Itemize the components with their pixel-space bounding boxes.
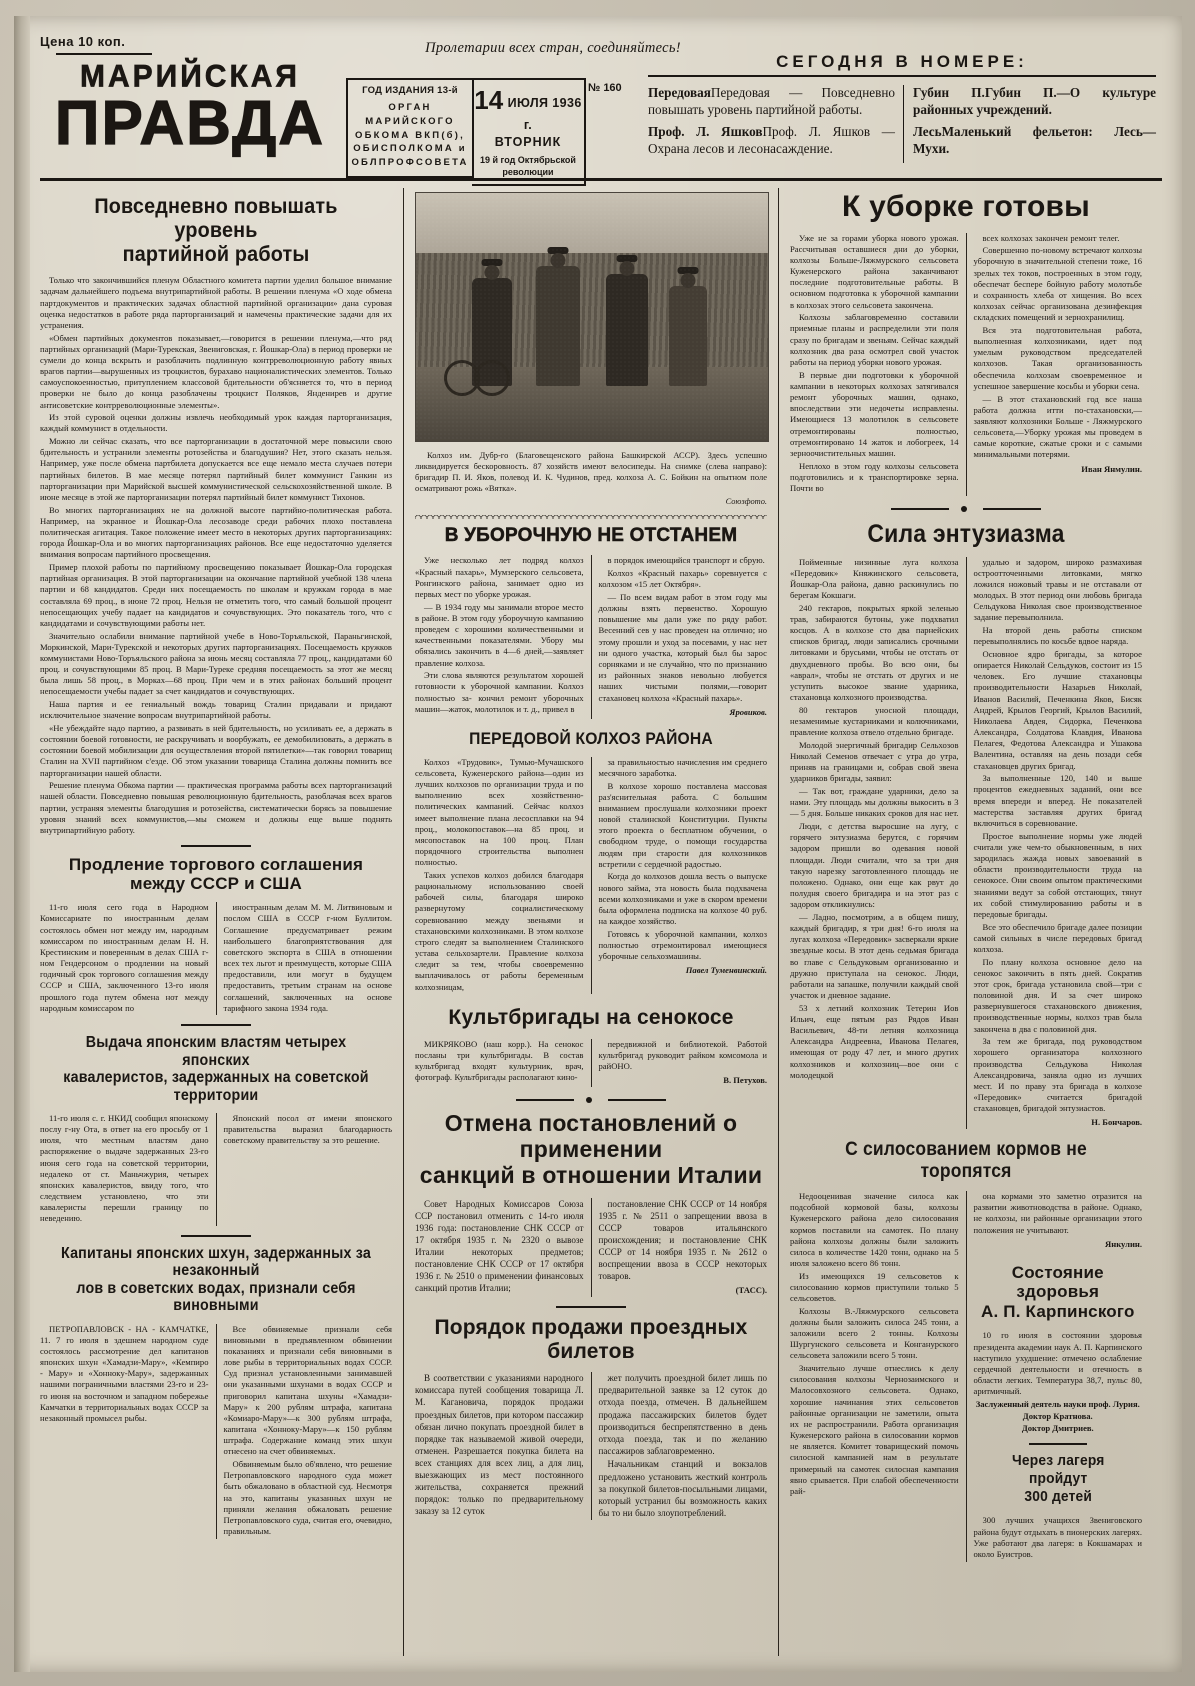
article-italy-sanctions (415, 1111, 767, 1297)
japan-cavalry-text-b: Японский посол от имени японского правительства выразил благодарность советскому правительству за это решение. (223, 1112, 392, 1146)
enthusiasm-headline: Сила энтузиазма (867, 519, 1065, 548)
ready-text-a: Колхозы заблаговременно составили приемные планы и распределили эти поля сразу по бригадам и звеньям. Сейчас каждый колхозник два раза осмотрел свой участок работы на период уборки нового урожая. (790, 312, 959, 367)
japan-schooner-text-b: Все обвиняемые признали себя виновными в предъявленном обвинении показаниях и признали себя виновными в лове рыбы в территориальных водах СССР. Суд признал установленными занимавшей они указанными шхунами в водах СССР и приговорил капитана шхуны «Хамадзи-Мару» к 200 рублям штрафа, капитана «Комиаро-Мару»—к 300 рублям штрафа, капитана «Хоннокy-Мару»—к 150 рублям штрафа. Содержание команд этих шхун отнесено на счет обвиняемых. (223, 1323, 392, 1457)
lead-paragraph: Можно ли сейчас сказать, что все парторганизации в достаточной мере повысили свою бдительность и устранили элементы ротозейства и благодушия? Нет, этого сказать нельзя. Например, уже после обмена партбилета допускается все еще немало места случаев потери партийных билетов. В мае месяце потерял партийный билет коммунист Ганкин из парторганизации при Марийской высшей коммунистической сельскохозяйственной школе. В июне месяце в этой же парторганизации потерял партийный билет коммунист Тихонов. (40, 436, 392, 502)
masthead-divider (40, 178, 1162, 181)
japan-cavalry-headline-line-1: Выдача японским властям четырех японских (85, 1034, 347, 1069)
today-item-text: Передовая — Повседневно повышать уровень партийной работы. (648, 85, 895, 117)
ready-text-a: Неплохо в этом году колхозы сельсовета подготовились и к транспортировке зерна. Почти во (790, 460, 959, 493)
dotted-divider (891, 506, 1041, 512)
tickets-text-b2: Начальникам станций и вокзалов предложено установить жесткий контроль за покупкой билетов-посыльными лицами, который устранил бы возможность каких бы то ни было злоупотреблений. (598, 1459, 767, 1518)
slogan: Пролетарии всех стран, соединяйтесь! (425, 40, 681, 56)
harvest-headline: В УБОРОЧНУЮ НЕ ОТСТАНЕМ (444, 525, 738, 547)
enthusiasm-text-b: Все это обеспечило бригадe далее позиции самой сильных в числе передовых бригад колхоза. (973, 921, 1142, 954)
silage-signature: Янкулин. (1105, 1238, 1142, 1249)
year-of-publication: ГОД ИЗДАНИЯ 13-й (362, 85, 458, 96)
today-column-left (648, 85, 904, 163)
harvest-text-b: — По всем видам работ в этом году мы должны взять первенство. Хорошую повышение мы дали уже по ряду работ. Весенний сев у нас проведен на отлично; но этому прошли и уход за посевами, у нас нет ни одного участка, который был бы зарос сорняками и не случайно, что по признанию из районных знаков невольно любуется наших чистыми полями,—говорит стахановец колхоза «Красный пахарь». (598, 591, 767, 703)
article-ticket-sales (415, 1316, 767, 1520)
article-japanese-schooners (40, 1245, 392, 1539)
lead-paragraph: Во многих парторганизациях не на должной высоте партийно-политическая работа. Например, на экранное и Йошкар-Ола лесозаводе среди рабочих плохо поставлена политическая агитация. Такое положение имеет место в некоторых других парторганизациях: города Йошкар-Ола и во многих парторганизациях районов. Все еще недостаточно уделяется внимания вопросам партийного просвещения. (40, 504, 392, 560)
brigades-text-b: передвижной и библиотекой. Работой культбригад руководит райком комсомола и райОНО. (598, 1038, 767, 1072)
newspaper-page (14, 16, 1182, 1672)
page-edge-shadow (14, 16, 30, 1672)
silage-text-a: Значительно лучше отнеслись к делу силосования колхозы Чернозаимского и Малосовхозного сельсовета. Однако, хорошие начинания этих сельсоветов районные организации не заметили, опыта их не распространили. Работа организация Куженерского района в силосовании кормов не является. Комитет товарищеский помочь силосной кампанией нам в результате примерный на самотек силосная кампания явно срывается. При слабой обеспеченности рай- (790, 1363, 959, 1496)
tickets-headline: Порядок продажи проездных билетов (434, 1316, 748, 1363)
article-power-of-enthusiasm (790, 520, 1142, 1130)
health-text: 10 го июля в состоянии здоровья президента академии наук А. П. Карпинского наступило ухудшение: отмечено ослабление сердечной деятельности и отечность в области легких. Температура 38,7, пульс 80, аритмичный. (973, 1330, 1142, 1397)
kolkhoz-signature: Павел Туменвинский. (685, 965, 767, 976)
article-harvest-not-behind (415, 525, 767, 719)
italy-source: (ТАСС). (735, 1285, 767, 1296)
today-in-issue-header: СЕГОДНЯ В НОМЕРЕ: (648, 52, 1156, 77)
logo-line-1: МАРИЙСКАЯ (80, 59, 300, 94)
enthusiasm-text-a: 80 гектаров уносной площади, незаменимые кустарниками и колючниками, правление колхоза отвело отдельно бригаде. (790, 704, 959, 738)
trade-text-a: 11-го июля сего года в Народном Комиссариате по иностранным делам состоялось обмен нот между им, народным комиссаром по иностранным делам Н. Н. Крестинским и поверенным в делах США г-ном Гендерсоном о продлении на новый годичный срок торгового соглашения между СССР и США, заключенного 13-го июля прошлого года путем обмена нот между народным комиссаром по (40, 902, 209, 1013)
masthead (36, 26, 1162, 178)
italy-headline (415, 1111, 767, 1188)
ready-text-b: — В этот стахановский год все наша работа должна итти по-стахановски,—заявляют колхозники Больше - Ляжмурского сельсовета,—Уборку урожая мы проведем в самые короткие, сжатые сроки и с самыми минимальными потерями. (973, 393, 1142, 460)
health-headline-line-1: Состояние здоровья (1011, 1262, 1104, 1302)
lead-paragraph: Только что закончившийся пленум Областного комитета партии уделил большое внимание задачам дальнейшего подъема внутрипартийной работы. В решении пленума «О ходе обмена партдокументов и практических задачах областной партийной организации» дана суровая оценка недостатков в работе ряда парторганизаций и намечены практические задачи для их устранения. (40, 275, 392, 330)
photo-grain-texture (416, 193, 768, 441)
kolkhoz-text-a: Колхоз «Трудовик», Тумью-Мучашского сельсовета, Куженерского района—один из лучших колхозов по организации труда и по выполнению всех хозяйственно-политических кампаний. Сейчас колхоз имеет выполнение плана лесосплавки на 94 проц., молокопоставок—на 85 проц. и мясопоставок на 100 проц. План порядочного строительства выполнен полностью. (415, 756, 584, 868)
enthusiasm-text-a: 240 гектаров, покрытых яркой зеленью трав, забираются бутоны, уже подхватил косцов. А в колхозе сто два парнейских списков бригад, люди записались срочными литовками и брусьями, чтобы не отстать от двухдневного пробы. Во всю они, бы «аврал», чтобы не отстать от других и не уступить высокое звание ударника, стахановца колхозного производства. (790, 602, 959, 703)
ready-headline: К уборке готовы (842, 190, 1090, 223)
lead-headline (54, 194, 378, 266)
italy-text-a: Совет Народных Комиссаров Союза ССР постановил отменить с 14-го июля 1936 года: постановление СНК СССР от 17 октября 1935 г. № 2320 о вывозе Италии некоторых предметов; постановление СНК СССР от 17 октября 1936 г. № 2510 о применении финансовых санкций против Италии; (415, 1198, 584, 1294)
organ-line-2: МАРИЙСКОГО (365, 115, 455, 127)
enthusiasm-text-a: Молодой энергичный бригадир Сельхозов Николай Семенов отвечает с утра до утра, приняв на границами и, собрав свой звена ударников бригады, заявил: (790, 739, 959, 784)
trade-headline-line-2: между СССР и США (130, 874, 302, 894)
silage-text-a: Недооценивая значение силоса как подсобной кормовой базы, колхозы Куженерского района дело силосования кормов поставили на самотек. По плану района колхозы должны были заложить силоса в количестве 1420 тонн, однако на 5 июля заложено всего 86 тонн. (790, 1191, 959, 1269)
today-item (913, 85, 1156, 119)
enthusiasm-text-b: За выполненные 120, 140 и выше процентов ежедневных заданий, они все время впереди и вперед. Не показателей мастерства заставляя других бригад включиться в соревнование. (973, 773, 1142, 828)
harvest-text-a: Эти слова являются результатом хорошей готовности к уборочной кампании. Колхоз полностью за- кончил ремонт уборочных машин—жаток, молотилок и т. д., привел в (415, 670, 584, 714)
price-label (40, 34, 152, 55)
photo-figure (415, 192, 767, 506)
price-rule (56, 53, 152, 55)
date-weekday: ВТОРНИК (494, 135, 562, 149)
enthusiasm-signature: Н. Бончаров. (1091, 1117, 1142, 1128)
trade-headline (40, 855, 392, 893)
enthusiasm-text-a: Пойменные низинные луга колхоза «Передовик» Княжинского сельсовета, Йошкар-Ола района, давно раскинулись по берегам Кокшаги. (790, 556, 959, 601)
harvest-text-b: Колхоз «Красный пахарь» соревнуется с колхозом «15 лет Октября». (598, 568, 767, 590)
date-day: 14 (474, 85, 504, 115)
organ-line-1: ОРГАН (388, 102, 432, 113)
ready-text-b: Вся эта подготовительная работа, выполненная колхозниками, идет под умелым руководством председателей колхозов. Такая организованность обеспечила колхозам своевременное и успешное завершение косьбы и уборки сена. (973, 324, 1142, 391)
japan-cavalry-headline-line-2: кавалеристов, задержанных на советской территории (63, 1069, 369, 1104)
today-item-author: Губин П. (912, 85, 985, 100)
japan-cavalry-text-a: 11-го июля с. г. НКИД сообщил японскому послу г-ну Ота, в ответ на его просьбу от 1 июля, что местным властям дано распоряжение о выдаче задержанных 23-го июня сего года на советской территории, недалеко от ст. Маньчжурия, четырех японских кавалеристов, ввиду того, что следствием установлено, что эти кавалеристы перешли границу по неведению. (40, 1112, 209, 1224)
japan-schooner-headline (54, 1245, 378, 1314)
article-ready-for-harvest (790, 190, 1142, 496)
date-box (472, 78, 586, 186)
section-divider (1029, 1443, 1087, 1445)
column-middle (403, 188, 779, 1656)
tickets-text-b: жет получить проездной билет лишь по предварительной заявке за 12 суток до отхода поезда, отмечен. В дальнейшем продажа пассажирских билетов будет производиться беспрепятственно в день отхода поезда, так и по желанию пассажиров заблаговременно. (598, 1373, 767, 1456)
enthusiasm-text-b: Простое выполнение нормы уже людей считали уже чем-то обыкновенным, в них зародилась жажда новых завоеваний в области производительности труда на сенокосе. Они своим опытом практическими знаниями ведут за собой отстающих, тянут их собой стимулированию работы и в передовые бригады. (973, 830, 1142, 919)
camps-headline-line-1: Через лагеря пройдут (1011, 1452, 1105, 1488)
health-headline-line-2: А. П. Карпинского (980, 1301, 1135, 1321)
today-item-text: Губин П.—О культуре районных учреждений. (912, 85, 1157, 117)
section-divider (181, 1235, 251, 1237)
japan-schooner-headline-line-2: лов в советских водах, признали себя виновными (76, 1279, 356, 1315)
section-divider (181, 845, 251, 847)
italy-headline-line-1: Отмена постановлений о применении (444, 1110, 738, 1163)
date-month-year: ИЮЛЯ 1936 г. (507, 96, 582, 132)
japan-cavalry-headline (54, 1034, 378, 1103)
enthusiasm-text-b: Основное ядро бригады, за которое опирается Николай Сельдуков, состоит из 15 человек. Его лучшие стахановцы производительности Назарьев Николай, Иванов Василий, Печенкина Яков, Бисяк Андрей, Крылов Георгий, Крылов Василий, Николаева Авдея, Сидорка, Печенкова Александра, Солдатова Клавдия, Иванова Пелагея, Федотова Александра и Ушакова Валентина, оставляя на день позади себя стахановцев других бригад. (973, 648, 1142, 771)
lead-paragraph: Значительно ослабили внимание партийной учебе в Ново-Торъяльской, Параньгинской, Моркинской, Мари-Турекской и некоторых других парторганизациях. Посещаемость кружков коммунистами Ново-Торъяльского района за июнь месяц составляла 77 проц., кандидатами 60 проц. и сочувствующими 85 проц. В Мари-Туреке средняя посещаемость за этот же месяц была лишь 58 проц., в Морках—68 проц. При чем и в этих районах больший процент непосещаемости учебы падает за счет кандидатов и сочувствующих. (40, 630, 392, 697)
section-divider (181, 1024, 251, 1026)
ready-text-b: Совершенно по-новому встречают колхозы уборочную в значительной степени тоже, 16 зрелых тех токов, построенных в этом году, обеспечат беспере бойную работу молотьбе и сохранность хлеба от хищения. Во всех колхозах сейчас организована дезинфекция складских помещений и зернохранилищ. (973, 245, 1142, 323)
lead-paragraph: Решение пленума Обкома партии — практическая программа работы всех парторганизаций нашей области. Повседневно повышая революционную бдительность, разоблачая всех врагов партии, устраняя элементы благодушия и ротозейства, систематически борясь за повышение уровня знаний всех коммунистов,—мы сможем и должны еще выше поднять внутрипартийную работу. (40, 780, 392, 835)
article-japanese-cavalrymen (40, 1034, 392, 1226)
lead-paragraph: «Не убеждайте надо партию, а развивать в ней бдительность, но усиливать ее, а держать в состоянии боевой готовности, не раскручивать и воорбужать, ее демобилизовать, а держать в состоянии боевой мобилизации для осуществления второй пятилетки»—так говорил товарищ Сталин на XVII партийном с'езде. Об этом указании товарища Сталина должны помнить все парторганизации нашей области. (40, 722, 392, 778)
publisher-box (346, 78, 474, 178)
dotted-divider (516, 1097, 666, 1103)
lead-paragraph: «Обмен партийных документов показывает,—говорится в решении пленума,—что ряд партийных организаций (Мари-Турекская, Звениговская, г. Йошкар-Ола) в период проверки не сумели до конца вскрыть и разоблачить подлинную контрреволюционную работу явных врагов партии—вырушенных из троцкистов, бурахаво националистических элементов. Только самоуспокоенностью, притуплением классовой бдительности об'ясняется то, что в период проверки не было до конца разоблачены троцкист Поляков, Янденирев и другие антисоветские контрреволюционные элементы». (40, 332, 392, 410)
column-left (40, 188, 403, 1656)
today-item (648, 85, 895, 119)
today-in-issue (648, 52, 1156, 163)
harvest-text-b: в порядок имеющийся транспорт и сбрую. (607, 555, 765, 566)
japan-schooner-text-b2: Обвиняемым было об'явлено, что решение Петропавловского народного суда может быть обжаловано в областной суд. Несмотря на это, капитаны указанных шхун не приняли желания обжаловать решение Петропавловского суда, считая его, очевидно, правильным. (223, 1459, 393, 1537)
lead-headline-line-1: Повседневно повышать уровень (94, 194, 338, 243)
today-item-text: Проф. Л. Яшков — Охрана лесов и лесонасаждение. (648, 123, 895, 156)
article-lead-editorial (40, 194, 392, 836)
today-item (913, 124, 1156, 158)
today-column-right (904, 85, 1156, 163)
enthusiasm-text-b: На второй день работы списком перевыполнялись по косьбе вдвое наряда. (973, 625, 1142, 647)
today-item-author: Проф. Л. Яшков (648, 123, 763, 139)
japan-schooner-headline-line-1: Капитаны японских шхун, задержанных за незаконный (61, 1245, 371, 1280)
trade-text-b: иностранным делам М. М. Литвиновым и послом США в СССР г-ном Буллитом. Соглашение предусматривает режим наибольшего благоприятствования для советского экспорта в США в отношении всех тех льгот и преимуществ, которые США предоставили, или могут в будущем предоставить, третьим странам на основе соглашений, заключенных на основе тарифного закона 1934 года. (223, 902, 392, 1013)
wavy-divider (415, 513, 767, 519)
kolkhoz-text-b: Готовясь к уборочной кампании, колхоз полностью отремонтировал имеющиеся уборочные сельхозмашины. (598, 928, 767, 962)
photograph (415, 192, 769, 442)
today-item-author: Передовая (648, 85, 711, 100)
photo-caption: Колхоз им. Дубр-го (Благовещенского района Башкирской АССР). Здесь успешно ликвидируется бескоровность. 87 хозяйств имеют велосипеды. На снимке (слева направо): бригадир П. И. Яков, полевод И. К. Чудинов, пред. колхоза А. С. Бойкин на опытном поле осматривают рожь «Вятка». (415, 450, 767, 494)
lead-headline-line-2: партийной работы (122, 242, 310, 267)
camps-headline (980, 1452, 1135, 1506)
ready-text-a: Уже не за горами уборка нового урожая. Рассчитывая оставшиеся дни до уборки, колхозы Больше-Ляжмурского сельсовета Куженерского района заканчивают последние подготовительные работы. В основном подготовка к уборочной кампании в колхозах этого сельсовета закончена. (790, 232, 959, 310)
health-signature: Заслуженный деятель науки проф. Лурия. (975, 1399, 1140, 1410)
organ-line-3: ОБКОМА ВКП(б), (355, 129, 465, 141)
kolkhoz-text-b: В колхозе хорошо поставлена массовая раз'яснительная работа. С большим вниманием прослушали колхозники проект новой сталинской Конституции. Пункты этого проекта о бесплатном обучении, о свободном труде, о помощи государства людям при старости для колхозников встретили с сердечной радостью. (598, 780, 767, 869)
enthusiasm-text-a: — Так вот, граждане ударники, дело за нами. Эту площадь мы должны выкосить в 3 — 5 дня. Больше никаких сроков для нас нет. (790, 785, 959, 819)
column-right (779, 188, 1142, 1656)
article-leading-kolkhoz (415, 729, 767, 995)
article-silage (790, 1139, 1142, 1561)
brigades-signature: В. Петухов. (723, 1075, 767, 1086)
health-headline (974, 1263, 1143, 1322)
article-cultural-brigades (415, 1006, 767, 1087)
trade-headline-line-1: Продление торгового соглашения (68, 855, 364, 875)
kolkhoz-text-a: Таких успехов колхоз добился благодаря рациональному использованию своей рабочей силы, благодаря широко развернутому социалистическому соревнованию между звеньями и стахановскими колхозниками. В этом колхозе строго следят за выполнением Сталинского устава сельхозартели. Правление колхоза следит за тем, чтобы своевременно выплачивалось от работы беременным колхозницам, (415, 869, 584, 992)
kolkhoz-headline: ПЕРЕДОВОЙ КОЛХОЗ РАЙОНА (469, 728, 713, 748)
brigades-headline: Культбригады на сенокосе (448, 1006, 734, 1030)
enthusiasm-text-b: удалью и задором, широко размахивая остроотточенными литовками, мягко ложился ножовый травы и не отставали от молодых. В этот период они любовь бригада Сельдукова Николая свое производственное задание перевыполнила. (973, 556, 1142, 623)
enthusiasm-text-a: Люди, с детства выросшие на лугу, с горячего энтузиазма берутся, с горячим задором пришли во одевания новой площади. Люди считали, что за три дня такую нарезку заготовленного площадь не положено. Однако, они еще как рвут до полудня своего бригадира и на этот раз с задором откликнулись: (790, 821, 959, 910)
enthusiasm-text-a: 53 х летний колхозник Тетерин Иов Ильич, еще пятым раз Рядов Иван Васильевич, 48-ти летняя колхозница Александра Андреевна, Иванова Пелагея, имеющая от роду 47 лет, и много других колхозников и колхозниц—вое они с молодецкой (790, 1002, 959, 1080)
organ-line-4: ОБИСПОЛКОМА и (353, 143, 467, 155)
harvest-signature: Яровиков. (729, 706, 767, 717)
italy-text-b: постановление СНК СССР от 14 ноября 1935 г. № 2511 о запрещении ввоза в СССР товаров итальянского происхождения; и постановление СНК СССР от 14 ноября 1935 г. № 2612 о воспрещении ввоза в СССР некоторых товаров. (598, 1198, 767, 1282)
enthusiasm-text-b: За тем же бригада, под руководством хорошего организатора колхозного производства Сельдукова Николая Александровича, заняла одно из лучших мест. И по праву эта бригада в колхозе «Передовик» считается бригадой стахановцев, бригадой энтузиастов. (973, 1036, 1142, 1114)
harvest-text-a: — В 1934 году мы занимали второе место в районе. В этом году убороучную кампанию проведем с хорошими количественными и качественными показателями. Убору мы обязались закончить в 4—6 дней,—заявляет правление колхоза. (415, 601, 584, 668)
issue-number: № 160 (588, 82, 622, 94)
ready-text-b: всех колхозах закончен ремонт телег. (982, 232, 1120, 243)
lead-paragraph: Наша партия и ее гениальный вождь товарищ Сталин придавали и придают исключительное значение вопросам внутрипартийной работы. (40, 699, 392, 721)
page-body (40, 188, 1162, 1656)
enthusiasm-text-a: — Ладно, посмотрим, а в общем пишу, каждый бригадир, я три дня! 6-го июля на лугах колхоза «Передовик» засверкали яркие звездные косы. В этот день седьмая бригада во главе с Сельдуковым организованно и дружно приступала на сенокос. Люди, работали на запашке, получили каждый свой участок и дневное задание. (790, 911, 959, 1001)
article-trade-agreement (40, 855, 392, 1015)
revolution-year-1: 19 й год Октябрьской (480, 155, 576, 165)
lead-paragraph: Из этой суровой оценки должны извлечь необходимый урок каждая парторганизация, каждый коммунист в отдельности. (40, 412, 392, 434)
silage-text-b: она кормами это заметно отразится на развитии животноводства в районе. Однако, не колхозы, ни районные организации этого положения не учитывают. (973, 1191, 1142, 1235)
newspaper-logo (40, 59, 340, 158)
silage-text-a: Колхозы В.-Ляжмурского сельсовета должны были заложить силоса 245 тонн, а заложили всего 2 тонны. Колхозы Шургунского сельсовета и Конганурского сельсовета заложили всего 5 тонн. (790, 1305, 959, 1361)
lead-paragraph: Пример плохой работы по партийному просвещению показывает Йошкар-Ола городская партийная организация. В этой парторганизации на окончание партийной учебной 138 члена партии и 68 кандидатов. Среди них посещаемость по школам и кружкам города в мае составляла 69 проц., в июне 72 проц. Нельзя не отметить того, что самый большой процент непосещающих учебу падает на кандидатов и сочувствующих. Это показатель того, что с кандидатами и сочувствующими работы нет. (40, 562, 392, 628)
ready-signature: Иван Янмулин. (1081, 463, 1142, 474)
health-signature: Доктор Дмитриев. (1021, 1423, 1094, 1434)
revolution-year-2: революции (502, 167, 554, 178)
camps-text: 300 лучших учащихся Звениговского района будут отдыхать в пионерских лагерях. Уже работают два лагеря: в Кокшамарах и около Буистров. (973, 1515, 1142, 1559)
section-divider (556, 1306, 626, 1308)
photo-credit: Союзфото. (725, 497, 767, 507)
enthusiasm-text-b: По плану колхоза основное дело на сенокос закончить в пять дней. Сократив этот срок, бригада установила свой—три с половиной дня. И за счет широко развернувшегося стахановского движения, производственные нормы, колхоз трав была закончена в два с половиной дня. (973, 956, 1142, 1034)
price-text: Цена 10 коп. (40, 34, 126, 49)
today-item-author: Лесь (912, 123, 942, 139)
harvest-text-a: Уже несколько лет подряд колхоз «Красный пахарь», Мумзерского сельсовета, Ронгинского района, занимает одно из первых мест по уборке урожая. (415, 555, 584, 599)
silage-text-a: Из имеющихся 19 сельсоветов к силосованию кормов приступили только 5 сельсоветов. (790, 1270, 959, 1304)
logo-line-2: ПРАВДА (54, 89, 326, 158)
silage-headline: С силосованием кормов не торопятся (845, 1139, 1087, 1182)
health-signature: Доктор Кратнова. (1022, 1411, 1093, 1422)
today-item (648, 124, 895, 158)
ready-text-a: В первые дни подготовки к уборочной кампании в некоторых колхозах затягивался ремонт уборочных машин, однако, впоследствии эти недочеты исправлены. Имеющиеся 13 молотилок в сельсовете отремонтированы полностью, отремонтировано 14 жаток и лобогреек, 14 зерноочистительных машин. (790, 369, 959, 458)
tickets-text-a: В соответствии с указаниями народного комиссара путей сообщения товарища Л. М. Кагановича, порядок продажи проездных билетов, при котором пассажир обязан лично покупать проездной билет в порядке так называемой живой очереди, отменен. Разрешается покупка билета на всех станциях для всех лиц, а для лиц, выезжающих из мест постоянного жительства, сохраняется прежний порядок: только по предварительному заказу за 12 суток (415, 1373, 584, 1517)
kolkhoz-text-b: Когда до колхозов дошла весть о выпуске нового займа, эта новость была подхвачена всеми колхозниками и уже в скором времени была оформлена подписка на колхозе 40 руб. на каждое хозяйство. (598, 871, 767, 927)
today-item-text: Маленький фельетон: Лесь—Мухи. (912, 123, 1156, 156)
italy-headline-line-2: санкций в отношении Италии (419, 1161, 763, 1188)
brigades-text-a: МИКРЯКОВО (наш корр.). На сенокос посланы три культбригады. В состав культбригад входят культурник, врач, фотограф. Культбригады располагают кино- (415, 1038, 584, 1083)
organ-line-5: ОБЛПРОФСОВЕТА (351, 157, 469, 169)
kolkhoz-text-b: за правильностью начисления им среднего месячного заработка. (598, 756, 767, 778)
camps-headline-line-2: 300 детей (1023, 1488, 1092, 1506)
japan-schooner-text-a: ПЕТРОПАВЛОВСК - НА - КАМЧАТКЕ, 11. 7 го июля в здешнем народном суде состоялось рассмотрение дел капитанов японских шхун «Хамадзи-Мару», «Кемпиро - Мару» и «Хоннокy-Мару», задержанных нашими пограничными властями 23-го и 23-го июня на восточном и западном побережье Камчатки в территориальных водах СССР за незаконный промысел рыбы. (40, 1323, 209, 1423)
